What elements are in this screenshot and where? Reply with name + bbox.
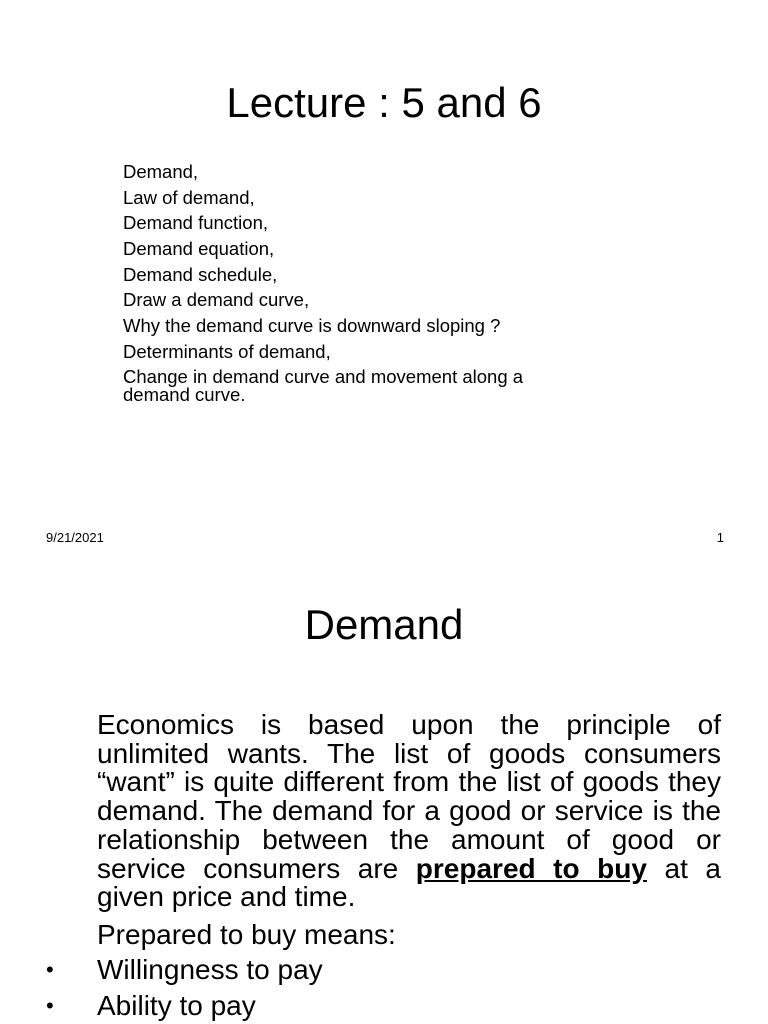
body-paragraph bbox=[97, 711, 721, 912]
topic-item: Change in demand curve and movement along a demand curve. bbox=[123, 365, 524, 405]
paragraph-text: at a given price and time. bbox=[97, 852, 722, 913]
emphasis-text: prepared to buy bbox=[415, 852, 647, 884]
bullet-text: Willingness to pay bbox=[97, 954, 323, 985]
topic-item: Demand function, bbox=[123, 212, 269, 234]
paragraph-text: Economics is based upon the principle of unlimited wants. The list of goods consumers “want” is quite different from the list of goods they demand. The demand for a good or service is the relationship between the amount of good or service consumers are bbox=[97, 709, 721, 884]
topic-item: Determinants of demand, bbox=[123, 340, 331, 362]
topic-item: Demand schedule, bbox=[123, 263, 278, 285]
page-number: 1 bbox=[716, 530, 724, 545]
subheading: Prepared to buy means: bbox=[97, 919, 396, 950]
slide-title: Demand bbox=[304, 601, 464, 648]
bullet-icon: • bbox=[46, 957, 54, 982]
bullet-text: Ability to pay bbox=[97, 990, 256, 1021]
topic-item: Demand, bbox=[123, 161, 199, 182]
topic-item: Law of demand, bbox=[123, 186, 255, 208]
topic-item: Demand equation, bbox=[123, 238, 275, 260]
footer-date: 9/21/2021 bbox=[46, 530, 104, 545]
topic-list bbox=[123, 162, 523, 409]
topic-item: Draw a demand curve, bbox=[123, 289, 310, 311]
topic-item: Why the demand curve is downward sloping ? bbox=[123, 315, 501, 337]
slide-title: Lecture : 5 and 6 bbox=[226, 79, 542, 126]
bullet-icon: • bbox=[46, 993, 54, 1018]
